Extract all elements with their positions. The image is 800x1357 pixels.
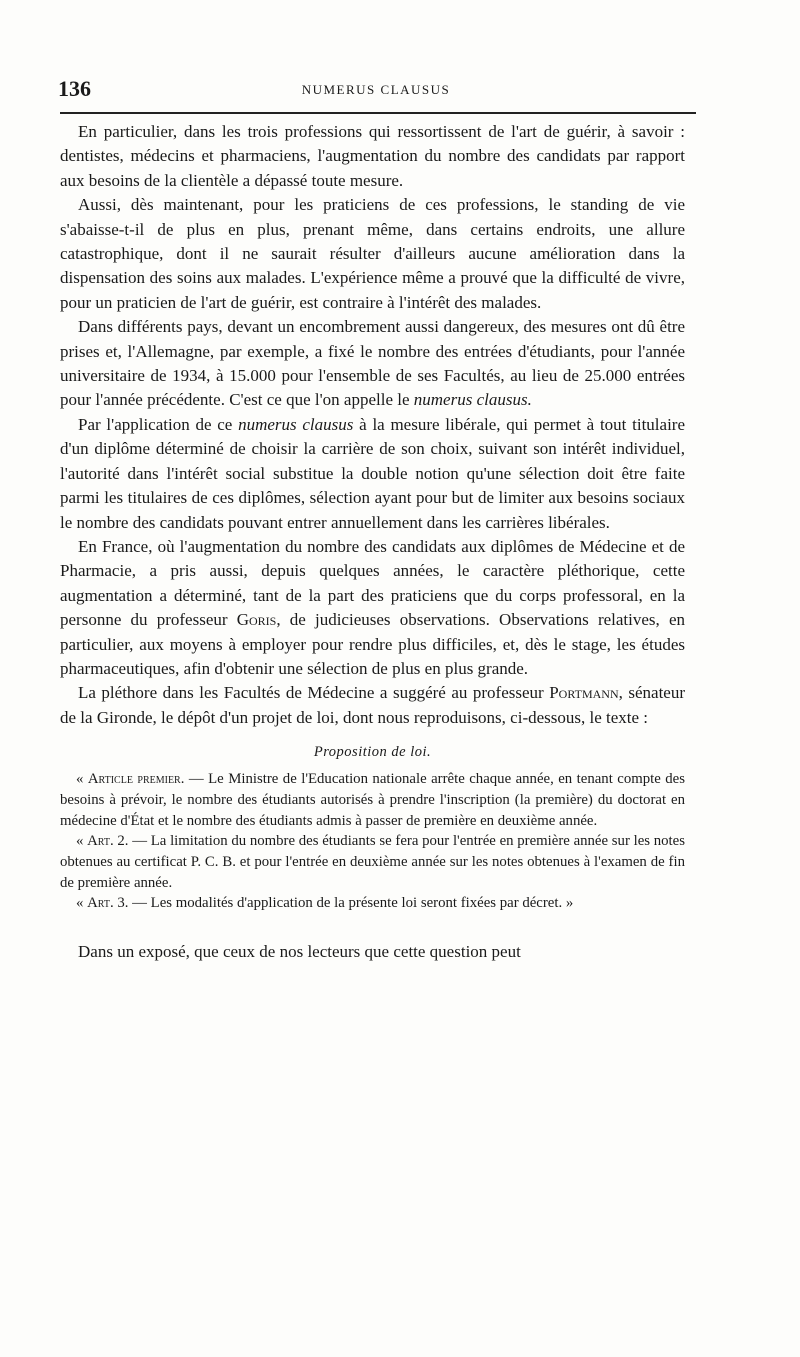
article-3-text: — Les modalités d'application de la présente loi seront fixées par décret. » <box>128 895 574 912</box>
article-1 <box>60 769 685 831</box>
paragraph-4 <box>60 413 685 535</box>
numerus-clausus-term: numerus clausus. <box>413 390 532 410</box>
article-3-quote: « <box>76 895 88 912</box>
article-2-quote: « <box>76 833 88 850</box>
paragraph-3-text: Dans différents pays, devant un encombrement aussi dangereux, des mesures ont dû être prises et, l'Allemagne, par exemple, a fixé le nombre des entrées d'étudiants, pour l'année universitaire de 1934, à 15.000 pour l'ensemble de ses Facultés, au lieu de 25.000 entrées pour l'année précédente. C'est ce que l'on appelle le <box>60 317 685 410</box>
paragraph-5-lead: En France, où l'augmentation du nombre des candidats aux diplômes de Médecine et de Pharmacie, a pris aussi, depuis quelques années, le caractère pléthorique, cette augmentation a déterminé, tant de la part des praticiens que du corps professoral, en la personne du professeur <box>60 536 685 630</box>
article-3-label: Art. 3. <box>87 895 129 912</box>
paragraph-3 <box>60 315 685 413</box>
running-head: NUMERUS CLAUSUS <box>301 82 451 97</box>
paragraph-6-lead: La pléthore dans les Facultés de Médecine a suggéré au professeur <box>78 683 544 703</box>
header-rule <box>60 112 696 114</box>
article-1-label: Article premier. <box>87 771 185 788</box>
article-2-label: Art. 2. <box>87 833 129 850</box>
page-body <box>60 120 685 964</box>
page-header <box>58 76 694 106</box>
name-goris: Goris <box>236 610 277 630</box>
paragraph-5 <box>60 535 685 681</box>
numerus-clausus-term-2: numerus clausus <box>238 414 354 434</box>
paragraph-2: Aussi, dès maintenant, pour les praticiens de ces professions, le standing de vie s'abaisse-t-il de plus en plus, prenant même, dans certains endroits, une allure catastrophique, dont il ne saurait résulter d'ailleurs aucune amélioration dans la dispensation des soins aux malades. L'expérience même a prouvé que la difficulté de vivre, pour un praticien de l'art de guérir, est contraire à l'intérêt des malades. <box>60 195 685 312</box>
paragraph-6 <box>60 681 685 730</box>
article-1-text: — Le Ministre de l'Education nationale arrête chaque année, en tenant compte des besoins à prévoir, le nombre des étudiants autorisés à prendre l'inscription (la première) du doctorat en médecine d'État et le nombre des étudiants admis à passer de première en deuxième année. <box>60 771 685 829</box>
paragraph-1: En particulier, dans les trois professions qui ressortissent de l'art de guérir, à savoir : dentistes, médecins et pharmaciens, l'augmentation du nombre des candidats par rapport aux besoins de la clientèle a dépassé toute mesure. <box>60 122 685 190</box>
paragraph-5-text: , de judicieuses observations. Observations relatives, en particulier, aux moyens à employer pour rendre plus difficiles, et, dès le stage, les études pharmaceutiques, afin d'obtenir une sélection de plus en plus grande. <box>60 610 685 678</box>
article-3 <box>60 893 685 914</box>
paragraph-4-text: à la mesure libérale, qui permet à tout titulaire d'un diplôme déterminé de choisir la carrière de son choix, suivant son intérêt individuel, l'autorité dans l'intérêt social substitue la double notion qu'une sélection doit être faite parmi les titulaires de ces diplômes, sélection ayant pour but de limiter aux besoins sociaux le nombre des candidats pouvant entrer annuellement dans les carrières libérales. <box>60 414 686 532</box>
article-2 <box>60 831 685 893</box>
paragraph-6-text: , sénateur de la Gironde, le dépôt d'un projet de loi, dont nous reproduisons, ci-dessous, le texte : <box>60 683 686 727</box>
final-paragraph: Dans un exposé, que ceux de nos lecteurs que cette question peut <box>78 942 521 962</box>
name-portmann: Portmann <box>549 683 619 703</box>
page-number: 136 <box>58 76 91 101</box>
article-1-quote: « <box>76 771 88 788</box>
paragraph-4-lead: Par l'application de ce <box>78 414 233 434</box>
article-2-text: — La limitation du nombre des étudiants se fera pour l'entrée en première année sur les notes obtenues au certificat P. C. B. et pour l'entrée en deuxième année sur les notes obtenues à l'examen de fin de première année. <box>60 833 685 891</box>
proposition-heading: Proposition de loi. <box>313 744 432 761</box>
